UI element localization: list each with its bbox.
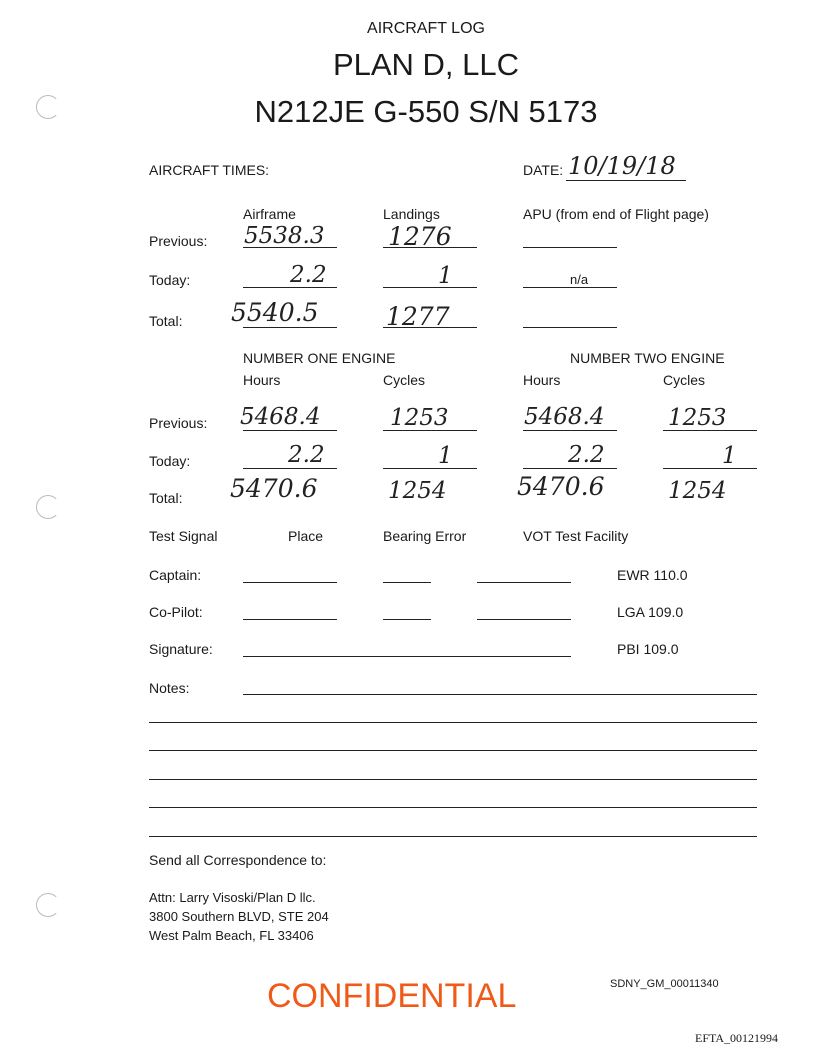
times-previous-label: Previous: xyxy=(149,233,208,249)
engine-two-cycles-label: Cycles xyxy=(663,372,706,388)
captain-bearing-line xyxy=(383,582,431,583)
facility-pbi: PBI 109.0 xyxy=(617,641,679,657)
engine-two-title: NUMBER TWO ENGINE xyxy=(570,350,725,366)
correspondence-line-2: 3800 Southern BLVD, STE 204 xyxy=(149,909,329,924)
date-value: 10/19/18 xyxy=(568,152,676,180)
e1-hours-previous-line xyxy=(243,430,337,431)
e1-hours-today-value: 2.2 xyxy=(288,442,325,468)
airframe-column-label: Airframe xyxy=(243,206,296,222)
e2-cycles-previous-value: 1253 xyxy=(668,405,727,431)
engine-two-hours-label: Hours xyxy=(523,372,561,388)
facility-lga: LGA 109.0 xyxy=(617,604,684,620)
engines-total-label: Total: xyxy=(149,490,183,506)
captain-facility-line xyxy=(477,582,571,583)
date-line xyxy=(566,180,686,181)
notes-label: Notes: xyxy=(149,680,190,696)
times-total-label: Total: xyxy=(149,313,183,329)
airframe-total-value: 5540.5 xyxy=(231,298,319,327)
e2-cycles-today-line xyxy=(663,468,757,469)
correspondence-line-1: Attn: Larry Visoski/Plan D llc. xyxy=(149,890,316,905)
efta-number: EFTA_00121994 xyxy=(695,1031,779,1045)
apu-previous-line xyxy=(523,247,617,248)
confidential-stamp: CONFIDENTIAL xyxy=(267,977,517,1015)
apu-today-line xyxy=(523,287,617,288)
binder-hole-mark xyxy=(36,495,60,519)
correspondence-heading: Send all Correspondence to: xyxy=(149,852,327,868)
engine-one-cycles-label: Cycles xyxy=(383,372,426,388)
date-label: DATE: xyxy=(523,162,564,178)
e2-cycles-today-value: 1 xyxy=(722,443,737,469)
test-signal-label: Test Signal xyxy=(149,528,218,544)
signature-label: Signature: xyxy=(149,641,213,657)
aircraft-times-label: AIRCRAFT TIMES: xyxy=(149,162,270,178)
notes-line xyxy=(149,750,757,751)
bearing-error-label: Bearing Error xyxy=(383,528,467,544)
binder-hole-mark xyxy=(36,893,60,917)
form-title: AIRCRAFT LOG xyxy=(367,20,485,37)
apu-column-label: APU (from end of Flight page) xyxy=(523,206,709,222)
apu-total-line xyxy=(523,327,617,328)
signature-line xyxy=(243,656,571,657)
notes-line xyxy=(149,779,757,780)
engines-previous-label: Previous: xyxy=(149,415,208,431)
notes-line xyxy=(149,807,757,808)
landings-column-label: Landings xyxy=(383,206,440,222)
e2-hours-today-line xyxy=(523,468,617,469)
e1-cycles-previous-value: 1253 xyxy=(390,405,449,431)
correspondence-line-3: West Palm Beach, FL 33406 xyxy=(149,928,314,943)
airframe-previous-value: 5538.3 xyxy=(244,223,325,249)
e1-cycles-total-value: 1254 xyxy=(388,478,447,504)
place-label: Place xyxy=(288,528,324,544)
copilot-place-line xyxy=(243,619,337,620)
e2-hours-today-value: 2.2 xyxy=(568,442,605,468)
bates-number: SDNY_GM_00011340 xyxy=(610,978,719,990)
landings-today-line xyxy=(383,287,477,288)
engine-one-title: NUMBER ONE ENGINE xyxy=(243,350,396,366)
captain-label: Captain: xyxy=(149,567,202,583)
landings-previous-value: 1276 xyxy=(388,222,452,251)
copilot-label: Co-Pilot: xyxy=(149,604,203,620)
vot-facility-label: VOT Test Facility xyxy=(523,528,629,544)
e2-hours-previous-value: 5468.4 xyxy=(524,404,605,430)
times-today-label: Today: xyxy=(149,272,191,288)
engine-one-hours-label: Hours xyxy=(243,372,281,388)
apu-today-value: n/a xyxy=(570,272,589,287)
aircraft-id: N212JE G-550 S/N 5173 xyxy=(254,94,598,129)
e2-cycles-total-value: 1254 xyxy=(668,478,727,504)
landings-today-value: 1 xyxy=(438,263,453,289)
e2-hours-total-value: 5470.6 xyxy=(517,472,605,501)
e1-hours-previous-value: 5468.4 xyxy=(240,404,321,430)
notes-line xyxy=(243,694,757,695)
notes-line xyxy=(149,722,757,723)
e1-cycles-today-value: 1 xyxy=(438,443,453,469)
facility-ewr: EWR 110.0 xyxy=(617,567,688,583)
engines-today-label: Today: xyxy=(149,453,191,469)
copilot-bearing-line xyxy=(383,619,431,620)
e1-cycles-today-line xyxy=(383,468,477,469)
landings-total-value: 1277 xyxy=(386,302,450,331)
copilot-facility-line xyxy=(477,619,571,620)
company-name: PLAN D, LLC xyxy=(332,47,520,82)
captain-place-line xyxy=(243,582,337,583)
airframe-today-value: 2.2 xyxy=(290,262,327,288)
e1-hours-total-value: 5470.6 xyxy=(230,474,318,503)
notes-line xyxy=(149,836,757,837)
airframe-total-line xyxy=(243,327,337,328)
e1-hours-today-line xyxy=(243,468,337,469)
e2-hours-previous-line xyxy=(523,430,617,431)
